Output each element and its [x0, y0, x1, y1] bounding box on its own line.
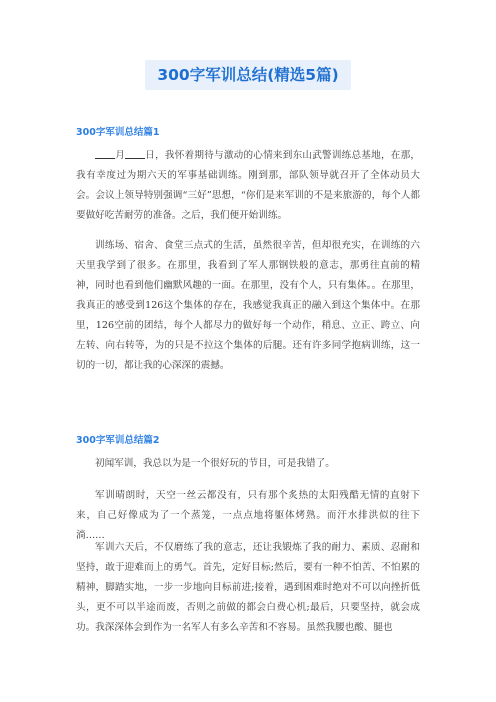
blank-line — [125, 148, 145, 159]
section-1-paragraph-2: 训练场、宿舍、食堂三点式的生活，虽然很辛苦，但却很充实，在训练的六天里我学到了很多。在那里，我看到了军人那钢铁般的意志，那勇往直前的精神，同时也看到他们幽默风趣的一面。在那里，没有个人，只有集体。。在那里，我真正的感受到126这个集体的存在，我感觉我真正的融入到这个集体中。在那里，126空前的团结，每个人都尽力的做好每一个动作，稍息、立正、跨立、向左转、向右转等，为的只是不拉这个集体的后腿。还有许多同学抱病训练，这一切的一切，都让我的心深深的震撼。 — [76, 240, 420, 371]
month-label: 月 — [115, 150, 126, 161]
section-1-heading: 300字军训总结篇1 — [76, 127, 160, 138]
title-container — [0, 60, 496, 90]
paragraph-text: 日，我怀着期待与激动的心情来到东山武警训练总基地，在那，我有幸度过为期六天的军事基础训练。刚到那，部队领导就召开了全体动员大会。会议上领导特别强调“三好”思想，“你们是来军训的不是来旅游的，每个人都要做好吃苦耐劳的准备。之后，我们便开始训练。 — [76, 150, 421, 221]
blank-line — [95, 148, 115, 159]
section-2-paragraph-3: 军训六天后，不仅磨练了我的意志，还让我锻炼了我的耐力、素质、忍耐和坚持，敢于迎难而上的勇气。首先，定好目标;然后，要有一种不怕苦、不怕累的精神，脚踏实地，一步一步地向目标前进;接着，遇到困难时绝对不可以向挫折低头，更不可以半途而废，否则之前做的都会白费心机;最后，只要坚持，就会成功。我深深体会到作为一名军人有多么辛苦和不容易。虽然我腰也酸、腿也 — [76, 542, 420, 633]
section-2-heading: 300字军训总结篇2 — [76, 435, 160, 446]
section-2-paragraph-1: 初闻军训，我总以为是一个很好玩的节目，可是我错了。 — [95, 458, 335, 469]
document-title: 300字军训总结(精选5篇) — [145, 60, 350, 90]
section-1-paragraph-1 — [76, 146, 420, 226]
section-2-paragraph-2: 军训晴朗时，天空一丝云都没有，只有那个炙热的太阳残酷无情的直射下来，自己好像成为了一个蒸笼，一点点地将躯体烤熟。而汗水排洪似的往下淌…… — [76, 490, 420, 541]
